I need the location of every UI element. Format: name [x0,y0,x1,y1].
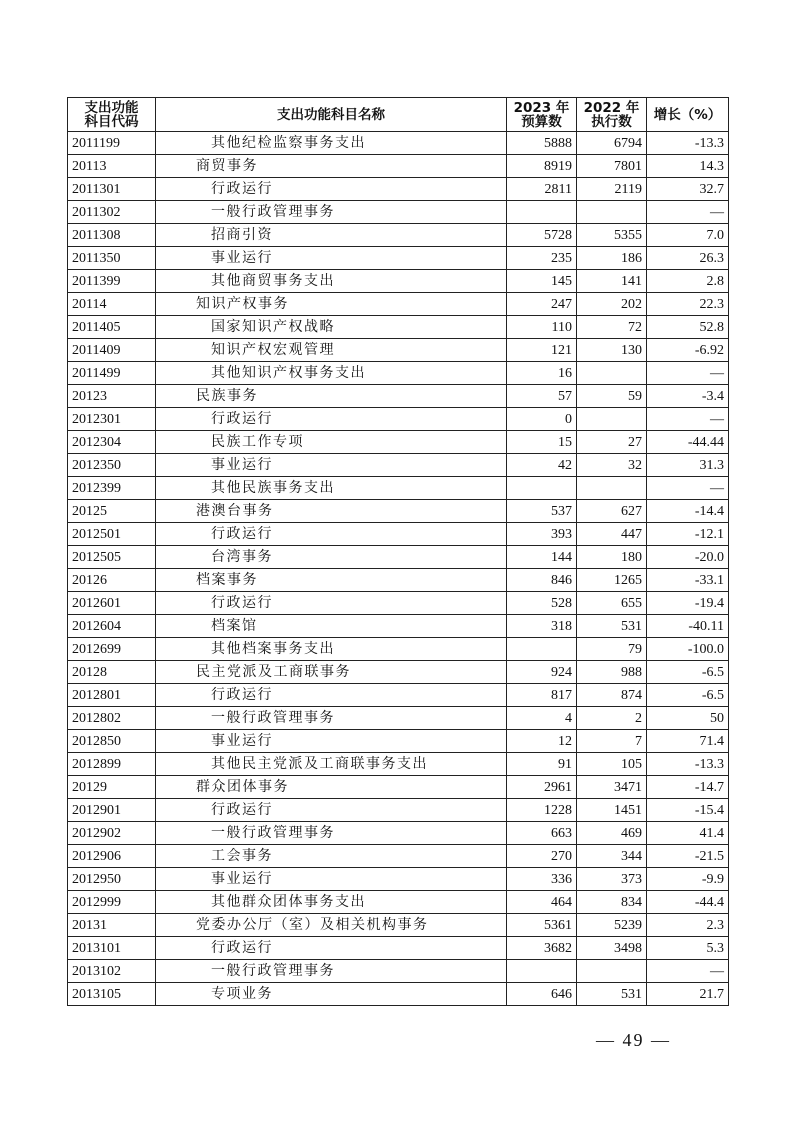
row-exec-2022-cell: 180 [577,546,647,569]
row-name-cell: 事业运行 [156,730,507,753]
row-growth-cell: -33.1 [647,569,729,592]
table-row [68,822,729,845]
header-growth: 增长（%） [647,98,729,132]
row-budget-2023-cell: 5361 [507,914,577,937]
table-row [68,477,729,500]
row-name-cell: 民主党派及工商联事务 [156,661,507,684]
row-name-cell: 事业运行 [156,868,507,891]
row-code-cell: 2011350 [68,247,156,270]
table-row [68,615,729,638]
table-row [68,500,729,523]
row-budget-2023-cell: 2961 [507,776,577,799]
row-name-cell: 其他知识产权事务支出 [156,362,507,385]
row-budget-2023-cell: 144 [507,546,577,569]
row-budget-2023-cell: 924 [507,661,577,684]
table-row [68,983,729,1006]
row-code-cell: 20114 [68,293,156,316]
row-budget-2023-cell [507,960,577,983]
table-row [68,569,729,592]
budget-table [67,97,729,1006]
row-growth-cell: 41.4 [647,822,729,845]
table-row [68,155,729,178]
row-budget-2023-cell: 537 [507,500,577,523]
row-code-cell: 2011399 [68,270,156,293]
row-exec-2022-cell [577,408,647,431]
row-name-cell: 党委办公厅（室）及相关机构事务 [156,914,507,937]
row-name-cell: 专项业务 [156,983,507,1006]
row-name-cell: 行政运行 [156,799,507,822]
row-growth-cell: -15.4 [647,799,729,822]
row-growth-cell: -13.3 [647,753,729,776]
row-code-cell: 2011308 [68,224,156,247]
row-name-cell: 一般行政管理事务 [156,960,507,983]
table-row [68,431,729,454]
row-growth-cell: 2.8 [647,270,729,293]
row-exec-2022-cell: 186 [577,247,647,270]
row-exec-2022-cell: 627 [577,500,647,523]
row-exec-2022-cell: 105 [577,753,647,776]
row-exec-2022-cell: 7801 [577,155,647,178]
row-name-cell: 民族事务 [156,385,507,408]
table-row [68,178,729,201]
row-code-cell: 20125 [68,500,156,523]
row-budget-2023-cell: 1228 [507,799,577,822]
row-growth-cell: 71.4 [647,730,729,753]
row-growth-cell: -14.4 [647,500,729,523]
row-name-cell: 民族工作专项 [156,431,507,454]
row-code-cell: 2012901 [68,799,156,822]
row-name-cell: 事业运行 [156,247,507,270]
header-exec-2022-line1: 2022 年 [583,99,640,116]
row-code-cell: 20126 [68,569,156,592]
table-row [68,454,729,477]
row-growth-cell: — [647,201,729,224]
header-code-line2: 科目代码 [84,113,139,130]
table-row [68,753,729,776]
table-row [68,776,729,799]
row-name-cell: 其他群众团体事务支出 [156,891,507,914]
row-budget-2023-cell: 235 [507,247,577,270]
row-growth-cell: — [647,362,729,385]
row-exec-2022-cell: 79 [577,638,647,661]
row-exec-2022-cell: 344 [577,845,647,868]
row-growth-cell: 21.7 [647,983,729,1006]
row-budget-2023-cell: 528 [507,592,577,615]
row-budget-2023-cell: 663 [507,822,577,845]
row-name-cell: 档案馆 [156,615,507,638]
table-row [68,385,729,408]
row-name-cell: 行政运行 [156,937,507,960]
row-code-cell: 2011499 [68,362,156,385]
table-row [68,799,729,822]
row-exec-2022-cell: 531 [577,615,647,638]
row-growth-cell: -44.44 [647,431,729,454]
table-row [68,937,729,960]
table-row [68,293,729,316]
table-row [68,638,729,661]
row-exec-2022-cell: 3471 [577,776,647,799]
row-exec-2022-cell [577,477,647,500]
row-budget-2023-cell: 145 [507,270,577,293]
row-exec-2022-cell: 7 [577,730,647,753]
row-budget-2023-cell: 91 [507,753,577,776]
row-name-cell: 行政运行 [156,684,507,707]
header-row [68,98,729,132]
table-row [68,730,729,753]
row-exec-2022-cell: 373 [577,868,647,891]
row-exec-2022-cell: 6794 [577,132,647,155]
row-growth-cell: -13.3 [647,132,729,155]
row-growth-cell: -40.11 [647,615,729,638]
table-row [68,270,729,293]
row-code-cell: 2012505 [68,546,156,569]
row-exec-2022-cell: 141 [577,270,647,293]
row-code-cell: 2012699 [68,638,156,661]
row-budget-2023-cell: 5888 [507,132,577,155]
row-budget-2023-cell: 464 [507,891,577,914]
row-code-cell: 2012801 [68,684,156,707]
table-row [68,546,729,569]
table-row [68,684,729,707]
row-budget-2023-cell: 110 [507,316,577,339]
table-row [68,845,729,868]
row-code-cell: 2013102 [68,960,156,983]
table-row [68,201,729,224]
row-exec-2022-cell: 72 [577,316,647,339]
row-budget-2023-cell: 2811 [507,178,577,201]
row-name-cell: 一般行政管理事务 [156,822,507,845]
row-growth-cell: -6.92 [647,339,729,362]
table-row [68,339,729,362]
row-growth-cell: -20.0 [647,546,729,569]
row-code-cell: 2012501 [68,523,156,546]
row-growth-cell: -12.1 [647,523,729,546]
row-budget-2023-cell: 5728 [507,224,577,247]
header-budget-2023-line2: 预算数 [521,113,562,130]
row-name-cell: 其他档案事务支出 [156,638,507,661]
table-row [68,960,729,983]
table-row [68,132,729,155]
row-budget-2023-cell: 121 [507,339,577,362]
header-budget-2023-line1: 2023 年 [513,99,570,116]
row-growth-cell: 52.8 [647,316,729,339]
row-budget-2023-cell [507,638,577,661]
row-budget-2023-cell: 336 [507,868,577,891]
row-growth-cell: -6.5 [647,661,729,684]
row-code-cell: 20113 [68,155,156,178]
row-name-cell: 其他民主党派及工商联事务支出 [156,753,507,776]
row-name-cell: 工会事务 [156,845,507,868]
row-exec-2022-cell [577,201,647,224]
table-row [68,362,729,385]
row-exec-2022-cell: 447 [577,523,647,546]
row-growth-cell: 31.3 [647,454,729,477]
row-name-cell: 招商引资 [156,224,507,247]
row-growth-cell: -19.4 [647,592,729,615]
header-name: 支出功能科目名称 [156,98,507,132]
row-growth-cell: — [647,960,729,983]
row-growth-cell: -44.4 [647,891,729,914]
row-exec-2022-cell: 2119 [577,178,647,201]
row-name-cell: 档案事务 [156,569,507,592]
row-name-cell: 知识产权事务 [156,293,507,316]
row-budget-2023-cell: 393 [507,523,577,546]
row-code-cell: 20123 [68,385,156,408]
row-budget-2023-cell: 247 [507,293,577,316]
row-name-cell: 其他民族事务支出 [156,477,507,500]
row-growth-cell: 7.0 [647,224,729,247]
row-code-cell: 2012902 [68,822,156,845]
row-exec-2022-cell: 130 [577,339,647,362]
row-budget-2023-cell: 318 [507,615,577,638]
row-growth-cell: 26.3 [647,247,729,270]
row-name-cell: 行政运行 [156,408,507,431]
row-code-cell: 2011301 [68,178,156,201]
row-code-cell: 2012802 [68,707,156,730]
row-code-cell: 2012301 [68,408,156,431]
row-exec-2022-cell: 59 [577,385,647,408]
row-exec-2022-cell: 202 [577,293,647,316]
row-growth-cell: -3.4 [647,385,729,408]
row-code-cell: 2013105 [68,983,156,1006]
row-budget-2023-cell: 8919 [507,155,577,178]
row-budget-2023-cell [507,477,577,500]
row-growth-cell: 2.3 [647,914,729,937]
row-name-cell: 群众团体事务 [156,776,507,799]
row-growth-cell: 50 [647,707,729,730]
row-name-cell: 台湾事务 [156,546,507,569]
row-exec-2022-cell: 27 [577,431,647,454]
row-exec-2022-cell: 32 [577,454,647,477]
row-code-cell: 2012950 [68,868,156,891]
row-code-cell: 2013101 [68,937,156,960]
row-budget-2023-cell: 42 [507,454,577,477]
row-code-cell: 20131 [68,914,156,937]
row-code-cell: 2011199 [68,132,156,155]
row-growth-cell: -9.9 [647,868,729,891]
row-code-cell: 2012850 [68,730,156,753]
row-name-cell: 行政运行 [156,178,507,201]
row-budget-2023-cell: 15 [507,431,577,454]
row-budget-2023-cell: 57 [507,385,577,408]
row-budget-2023-cell: 0 [507,408,577,431]
row-name-cell: 行政运行 [156,523,507,546]
row-growth-cell: -6.5 [647,684,729,707]
row-budget-2023-cell: 817 [507,684,577,707]
header-code [68,98,156,132]
row-code-cell: 2012399 [68,477,156,500]
row-name-cell: 一般行政管理事务 [156,707,507,730]
row-exec-2022-cell [577,960,647,983]
row-exec-2022-cell: 1265 [577,569,647,592]
row-code-cell: 2012604 [68,615,156,638]
row-budget-2023-cell: 270 [507,845,577,868]
table-row [68,592,729,615]
row-exec-2022-cell: 2 [577,707,647,730]
row-name-cell: 行政运行 [156,592,507,615]
row-exec-2022-cell: 988 [577,661,647,684]
row-name-cell: 其他纪检监察事务支出 [156,132,507,155]
row-exec-2022-cell: 655 [577,592,647,615]
row-code-cell: 2012601 [68,592,156,615]
row-growth-cell: — [647,477,729,500]
page-number: — 49 — [596,1030,671,1050]
row-growth-cell: -100.0 [647,638,729,661]
table-row [68,523,729,546]
header-exec-2022 [577,98,647,132]
table-row [68,224,729,247]
header-budget-2023 [507,98,577,132]
row-code-cell: 2012999 [68,891,156,914]
row-budget-2023-cell: 4 [507,707,577,730]
row-exec-2022-cell: 834 [577,891,647,914]
header-exec-2022-line2: 执行数 [591,113,632,130]
row-name-cell: 国家知识产权战略 [156,316,507,339]
row-code-cell: 20128 [68,661,156,684]
row-name-cell: 事业运行 [156,454,507,477]
row-growth-cell: -14.7 [647,776,729,799]
row-growth-cell: 5.3 [647,937,729,960]
row-code-cell: 2011405 [68,316,156,339]
row-code-cell: 2012899 [68,753,156,776]
row-growth-cell: 32.7 [647,178,729,201]
row-exec-2022-cell: 3498 [577,937,647,960]
row-code-cell: 2011409 [68,339,156,362]
row-growth-cell: -21.5 [647,845,729,868]
row-code-cell: 2012304 [68,431,156,454]
row-exec-2022-cell: 874 [577,684,647,707]
row-exec-2022-cell: 5239 [577,914,647,937]
row-exec-2022-cell: 531 [577,983,647,1006]
row-growth-cell: 22.3 [647,293,729,316]
table-row [68,891,729,914]
table-row [68,914,729,937]
table-row [68,247,729,270]
row-exec-2022-cell: 1451 [577,799,647,822]
table-body [68,132,729,1006]
table-row [68,316,729,339]
row-budget-2023-cell: 646 [507,983,577,1006]
row-budget-2023-cell: 846 [507,569,577,592]
row-name-cell: 港澳台事务 [156,500,507,523]
row-exec-2022-cell [577,362,647,385]
row-budget-2023-cell: 16 [507,362,577,385]
table-row [68,707,729,730]
row-exec-2022-cell: 469 [577,822,647,845]
table-row [68,661,729,684]
row-name-cell: 知识产权宏观管理 [156,339,507,362]
table-header [68,98,729,132]
row-exec-2022-cell: 5355 [577,224,647,247]
row-name-cell: 一般行政管理事务 [156,201,507,224]
table-row [68,868,729,891]
row-growth-cell: — [647,408,729,431]
row-budget-2023-cell: 3682 [507,937,577,960]
row-code-cell: 2011302 [68,201,156,224]
row-code-cell: 2012906 [68,845,156,868]
row-name-cell: 其他商贸事务支出 [156,270,507,293]
table-row [68,408,729,431]
row-budget-2023-cell: 12 [507,730,577,753]
row-budget-2023-cell [507,201,577,224]
row-code-cell: 20129 [68,776,156,799]
row-name-cell: 商贸事务 [156,155,507,178]
row-code-cell: 2012350 [68,454,156,477]
header-code-line1: 支出功能 [84,99,139,116]
row-growth-cell: 14.3 [647,155,729,178]
